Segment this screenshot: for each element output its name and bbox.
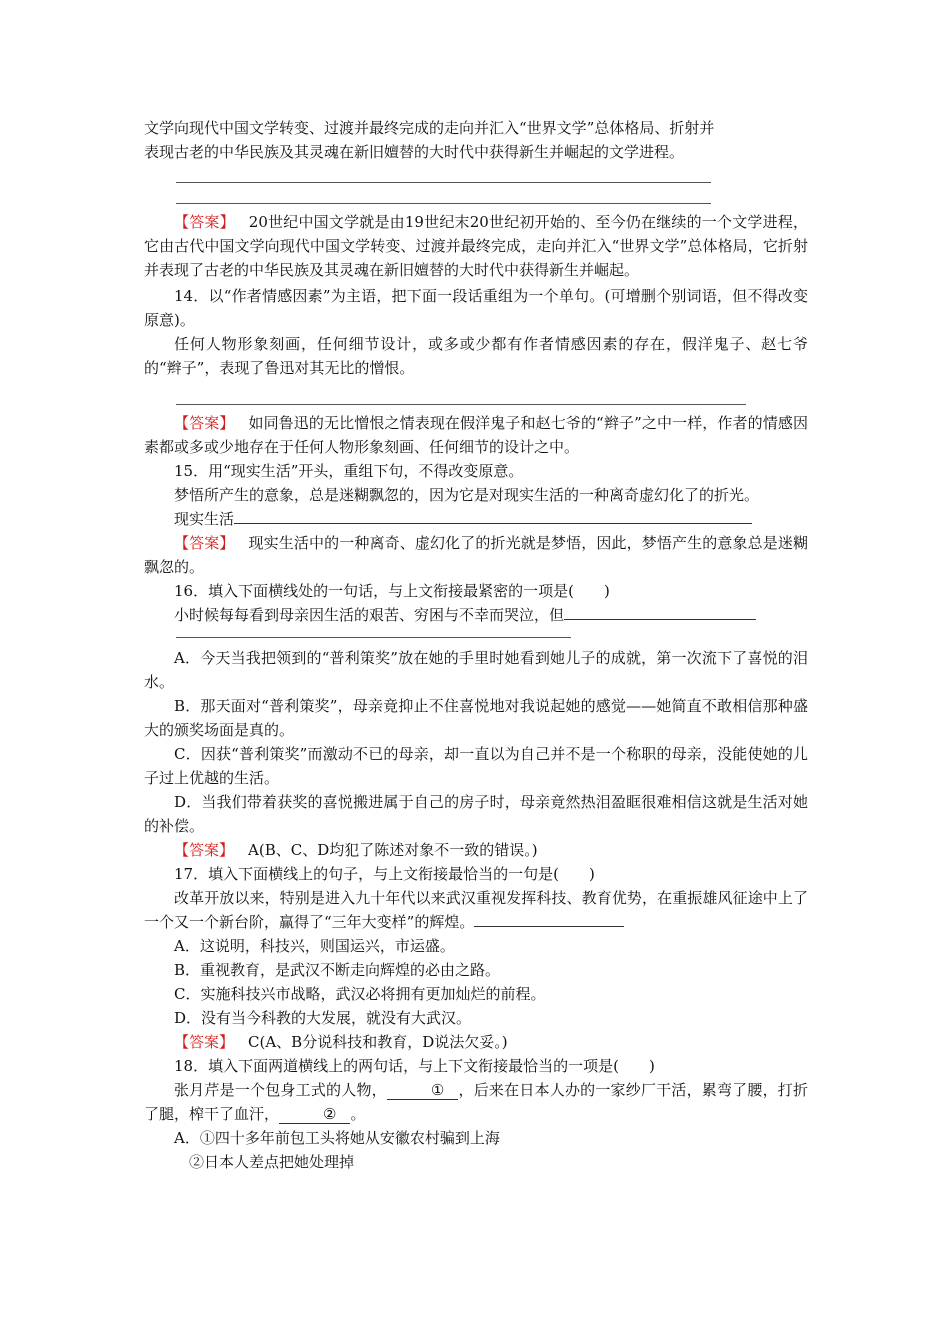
q18-blank-1: ① — [387, 1081, 458, 1100]
q16-blank — [564, 605, 756, 620]
q15-answer-blank — [234, 509, 752, 524]
answer-label: 【答案】 — [174, 414, 235, 432]
q14-answer — [144, 411, 808, 459]
q14-answer-line — [176, 404, 746, 405]
q18-passage-c: 。 — [350, 1105, 366, 1123]
answer-line-1 — [176, 182, 711, 183]
q17-option-d: D．没有当今科教的大发展，就没有大武汉。 — [174, 1009, 472, 1027]
q18-blank-2: ② — [279, 1105, 350, 1124]
q16-question: 16．填入下面横线处的一句话，与上文衔接最紧密的一项是( ) — [174, 582, 610, 600]
q17-answer-text: C(A、B分说科技和教育，D说法欠妥。) — [248, 1033, 508, 1051]
q18-passage — [144, 1078, 808, 1126]
q18-option-a-part1: A．①四十多年前包工头将她从安徽农村骗到上海 — [174, 1129, 500, 1147]
q15-prompt: 现实生活 — [174, 510, 235, 528]
q16-option-a: A．今天当我把领到的“普利策奖”放在她的手里时她看到她儿子的成就，第一次流下了喜悦的泪水。 — [144, 649, 808, 691]
q13-answer — [144, 210, 808, 282]
q15-answer — [144, 531, 808, 579]
q18-question: 18．填入下面两道横线上的两句话，与上下文衔接最恰当的一项是( ) — [174, 1057, 655, 1075]
q17-option-c: C．实施科技兴市战略，武汉必将拥有更加灿烂的前程。 — [174, 985, 546, 1003]
answer-label: 【答案】 — [174, 1033, 235, 1051]
q17-blank — [474, 912, 624, 927]
q16-passage: 小时候每每看到母亲因生活的艰苦、穷困与不幸而哭泣，但 — [174, 606, 565, 624]
q15-prompt-line — [144, 507, 808, 531]
q17-question: 17．填入下面横线上的句子，与上文衔接最恰当的一句是( ) — [174, 865, 595, 883]
q17-answer — [144, 1030, 808, 1054]
q15-answer-text: 现实生活中的一种离奇、虚幻化了的折光就是梦悟，因此，梦悟产生的意象总是迷糊飘忽的。 — [144, 534, 808, 576]
q18-option-a-part2: ②日本人差点把她处理掉 — [189, 1153, 355, 1171]
q18-passage-a: 张月芹是一个包身工式的人物， — [174, 1081, 387, 1099]
q13-answer-text: 20世纪中国文学就是由19世纪末20世纪初开始的、至今仍在继续的一个文学进程，它由古代中国文学向现代中国文学转变、过渡并最终完成，走向并汇入“世界文学”总体格局，它折射并表现了古老的中华民族及其灵魂在新旧嬗替的大时代中获得新生并崛起。 — [144, 213, 808, 279]
answer-label: 【答案】 — [174, 534, 235, 552]
q14-question: 14．以“作者情感因素”为主语，把下面一段话重组为一个单句。(可增删个别词语，但不得改变原意)。 — [144, 287, 808, 329]
q16-option-c: C．因获“普利策奖”而激动不已的母亲，却一直以为自己并不是一个称职的母亲，没能使她的儿子过上优越的生活。 — [144, 745, 808, 787]
q17-passage-line — [144, 886, 808, 934]
q15-question: 15．用“现实生活”开头，重组下句，不得改变原意。 — [174, 462, 524, 480]
intro-line-1: 文学向现代中国文学转变、过渡并最终完成的走向并汇入“世界文学”总体格局、折射并 — [144, 119, 715, 137]
q16-answer-text: A(B、C、D均犯了陈述对象不一致的错误。) — [248, 841, 538, 859]
answer-line-2 — [176, 203, 711, 204]
q14-answer-text: 如同鲁迅的无比憎恨之情表现在假洋鬼子和赵七爷的“辫子”之中一样，作者的情感因素都或多或少地存在于任何人物形象刻画、任何细节的设计之中。 — [144, 414, 808, 456]
q16-answer — [144, 838, 808, 862]
q15-passage: 梦悟所产生的意象，总是迷糊飘忽的，因为它是对现实生活的一种离奇虚幻化了的折光。 — [174, 486, 760, 504]
q14-passage: 任何人物形象刻画，任何细节设计，或多或少都有作者情感因素的存在，假洋鬼子、赵七爷的“辫子”，表现了鲁迅对其无比的憎恨。 — [144, 335, 808, 377]
q16-blank-continued — [176, 637, 571, 638]
q16-option-d: D．当我们带着获奖的喜悦搬进属于自己的房子时，母亲竟然热泪盈眶很难相信这就是生活对她的补偿。 — [144, 793, 808, 835]
q18-passage-b: ，后来在日本人办的一家纱厂干活，累弯了腰，打折了腿，榨干了血汗， — [144, 1081, 808, 1123]
q16-passage-line — [144, 603, 808, 627]
answer-label: 【答案】 — [174, 213, 235, 231]
answer-label: 【答案】 — [174, 841, 235, 859]
q17-passage: 改革开放以来，特别是进入九十年代以来武汉重视发挥科技、教育优势，在重振雄风征途中上了一个又一个新台阶，赢得了“三年大变样”的辉煌。 — [144, 889, 808, 931]
document-content — [144, 116, 808, 1174]
intro-line-2: 表现古老的中华民族及其灵魂在新旧嬗替的大时代中获得新生并崛起的文学进程。 — [144, 143, 685, 161]
q17-option-a: A．这说明，科技兴，则国运兴，市运盛。 — [174, 937, 455, 955]
q16-option-b: B．那天面对“普利策奖”，母亲竟抑止不住喜悦地对我说起她的感觉——她简直不敢相信那种盛大的颁奖场面是真的。 — [144, 697, 808, 739]
q17-option-b: B．重视教育，是武汉不断走向辉煌的必由之路。 — [174, 961, 501, 979]
